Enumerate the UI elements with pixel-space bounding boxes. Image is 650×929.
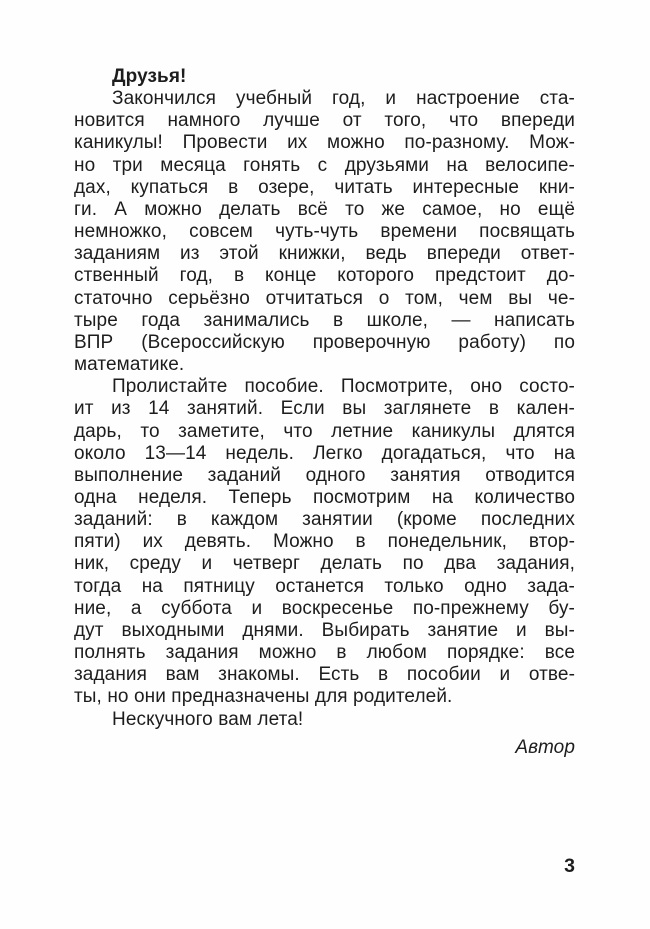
page-heading: Друзья!: [112, 66, 187, 87]
text-line: задания вам знакомы. Есть в пособии и отве-: [74, 664, 575, 686]
text-line: выполнение заданий одного занятия отводится: [74, 464, 575, 486]
text-line: Нескучного вам лета!: [112, 708, 304, 730]
paragraphs: [74, 88, 575, 731]
text-line: около 13—14 недель. Легко догадаться, что на: [74, 442, 575, 464]
text-line: статочно серьёзно отчитаться о том, чем вы че-: [74, 287, 575, 309]
paragraph: [74, 376, 575, 708]
text-line: дарь, то заметите, что летние каникулы длятся: [74, 420, 575, 442]
text-line: дут выходными днями. Выбирать занятие и вы-: [74, 619, 575, 641]
paragraph: [74, 88, 575, 376]
text-line: пяти) их девять. Можно в понедельник, втор-: [74, 531, 575, 553]
text-line: немножко, совсем чуть-чуть времени посвящать: [74, 221, 575, 243]
text-line: ты, но они предназначены для родителей.: [74, 686, 453, 708]
text-line: математике.: [74, 354, 185, 376]
text-line: дах, купаться в озере, читать интересные кни-: [74, 176, 575, 198]
text-line: ит из 14 занятий. Если вы заглянете в кален-: [74, 398, 575, 420]
text-line: Пролистайте пособие. Посмотрите, оно состо-: [112, 376, 575, 398]
text-line: ВПР (Всероссийскую проверочную работу) по: [74, 331, 575, 353]
text-line: ги. А можно делать всё то же самое, но ещё: [74, 198, 575, 220]
text-line: ние, а суббота и воскресенье по-прежнему бу-: [74, 597, 575, 619]
paragraph: [74, 709, 575, 731]
text-line: тогда на пятницу останется только одно зада-: [74, 575, 575, 597]
text-line: полнять задания можно в любом порядке: все: [74, 642, 575, 664]
page-number: 3: [564, 855, 575, 877]
text-line: заданиям из этой книжки, ведь впереди ответ-: [74, 243, 575, 265]
text-line: но три месяца гонять с друзьями на велосипе-: [74, 154, 575, 176]
text-line: тыре года занимались в школе, — написать: [74, 309, 575, 331]
text-line: заданий: в каждом занятии (кроме последних: [74, 509, 575, 531]
text-line: Закончился учебный год, и настроение ста-: [112, 88, 575, 110]
text-line: каникулы! Провести их можно по-разному. Мож-: [74, 132, 575, 154]
author-signature: Автор: [515, 736, 575, 758]
text-line: новится намного лучше от того, что впереди: [74, 110, 575, 132]
text-line: ник, среду и четверг делать по два задания,: [74, 553, 575, 575]
text-line: одна неделя. Теперь посмотрим на количество: [74, 486, 575, 508]
text-line: ственный год, в конце которого предстоит до-: [74, 265, 575, 287]
text-block: [74, 66, 575, 759]
